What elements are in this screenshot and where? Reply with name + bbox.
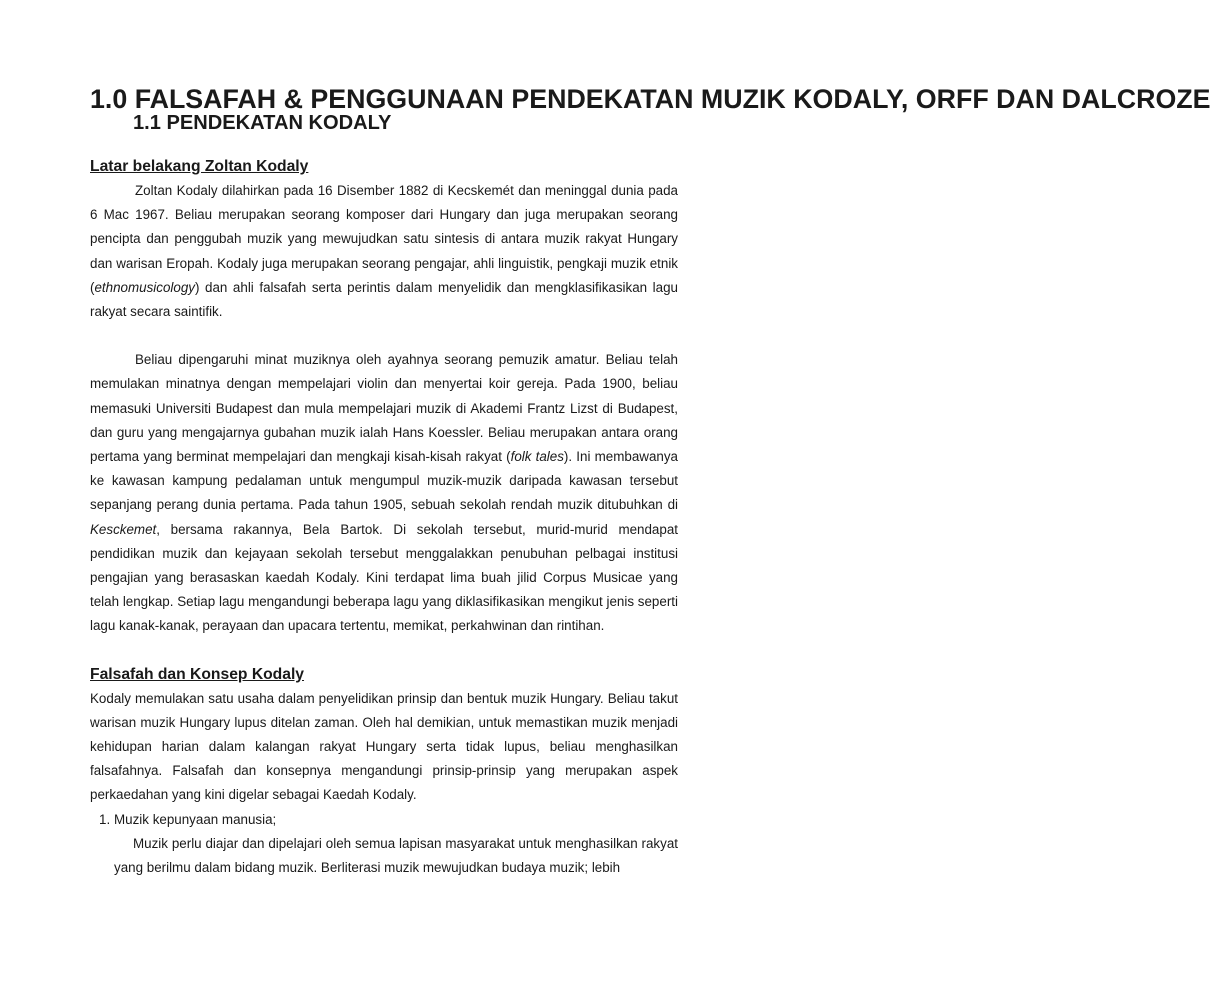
paragraph-influence <box>90 348 678 638</box>
section-background <box>90 155 678 639</box>
italic-term: folk tales <box>510 449 564 465</box>
paragraph-text: ). Ini membawanya ke kawasan kampung pedalaman untuk mengumpul muzik-muzik daripada kawasan tersebut sepanjang perang dunia pertama. Pada tahun 1905, sebuah sekolah rendah muzik ditubuhkan di <box>90 449 678 513</box>
document-title: 1.0 FALSAFAH & PENGGUNAAN PENDEKATAN MUZIK KODALY, ORFF DAN DALCROZE <box>90 84 1211 114</box>
section-philosophy <box>90 663 678 881</box>
paragraph-birth <box>90 179 678 324</box>
paragraph-text: Beliau dipengaruhi minat muziknya oleh ayahnya seorang pemuzik amatur. Beliau telah memulakan minatnya dengan mempelajari violin dan menyertai koir gereja. Pada 1900, beliau memasuki Universiti Budapest dan mula mempelajari muzik di Akademi Frantz Lizst di Budapest, dan guru yang mengajarnya gubahan muzik ialah Hans Koessler. Beliau merupakan antara orang pertama yang berminat mempelajari dan mengkaji kisah-kisah rakyat ( <box>90 352 678 465</box>
list-item-description: Muzik perlu diajar dan dipelajari oleh semua lapisan masyarakat untuk menghasilkan rakyat yang berilmu dalam bidang muzik. Berliterasi muzik mewujudkan budaya muzik; lebih <box>114 835 678 876</box>
paragraph-text: ) dan ahli falsafah serta perintis dalam menyelidik dan mengklasifikasikan lagu rakyat secara saintifik. <box>90 279 678 320</box>
list-item <box>90 808 678 881</box>
section-subtitle: 1.1 PENDEKATAN KODALY <box>133 112 392 134</box>
italic-term: ethnomusicology <box>94 279 195 295</box>
list-number: 1. <box>99 811 111 827</box>
italic-term: Kesckemet <box>90 521 157 537</box>
section-heading-background: Latar belakang Zoltan Kodaly <box>90 158 309 175</box>
document-body <box>90 84 1211 880</box>
paragraph-text: , bersama rakannya, Bela Bartok. Di sekolah tersebut, murid-murid mendapat pendidikan muzik dan kejayaan sekolah tersebut menggalakkan penubuhan pelbagai institusi pengajian yang berasaskan kaedah Kodaly. Kini terdapat lima buah jilid Corpus Musicae yang telah lengkap. Setiap lagu mengandungi beberapa lagu yang diklasifikasikan mengikut jenis seperti lagu kanak-kanak, perayaan dan upacara tertentu, memikat, perkahwinan dan rintihan. <box>90 521 678 634</box>
paragraph-text: Zoltan Kodaly dilahirkan pada 16 Disember 1882 di Kecskemét dan meninggal dunia pada 6 Mac 1967. Beliau merupakan seorang komposer dari Hungary dan juga merupakan seorang pencipta dan penggubah muzik yang mewujudkan satu sintesis di antara muzik rakyat Hungary dan warisan Eropah. Kodaly juga merupakan seorang pengajar, ahli linguistik, pengkaji muzik etnik ( <box>90 183 678 295</box>
section-heading-philosophy: Falsafah dan Konsep Kodaly <box>90 665 305 683</box>
list-item-label: Muzik kepunyaan manusia; <box>114 811 277 827</box>
principle-list <box>90 808 678 881</box>
paragraph-gap <box>90 324 678 348</box>
paragraph-philosophy: Kodaly memulakan satu usaha dalam penyelidikan prinsip dan bentuk muzik Hungary. Beliau takut warisan muzik Hungary lupus ditelan zaman. Oleh hal demikian, untuk memastikan muzik menjadi kehidupan harian dalam kalangan rakyat Hungary serta tidak lupus, beliau menghasilkan falsafahnya. Falsafah dan konsepnya mengandungi prinsip-prinsip yang merupakan aspek perkaedahan yang kini digelar sebagai Kaedah Kodaly. <box>90 690 678 803</box>
